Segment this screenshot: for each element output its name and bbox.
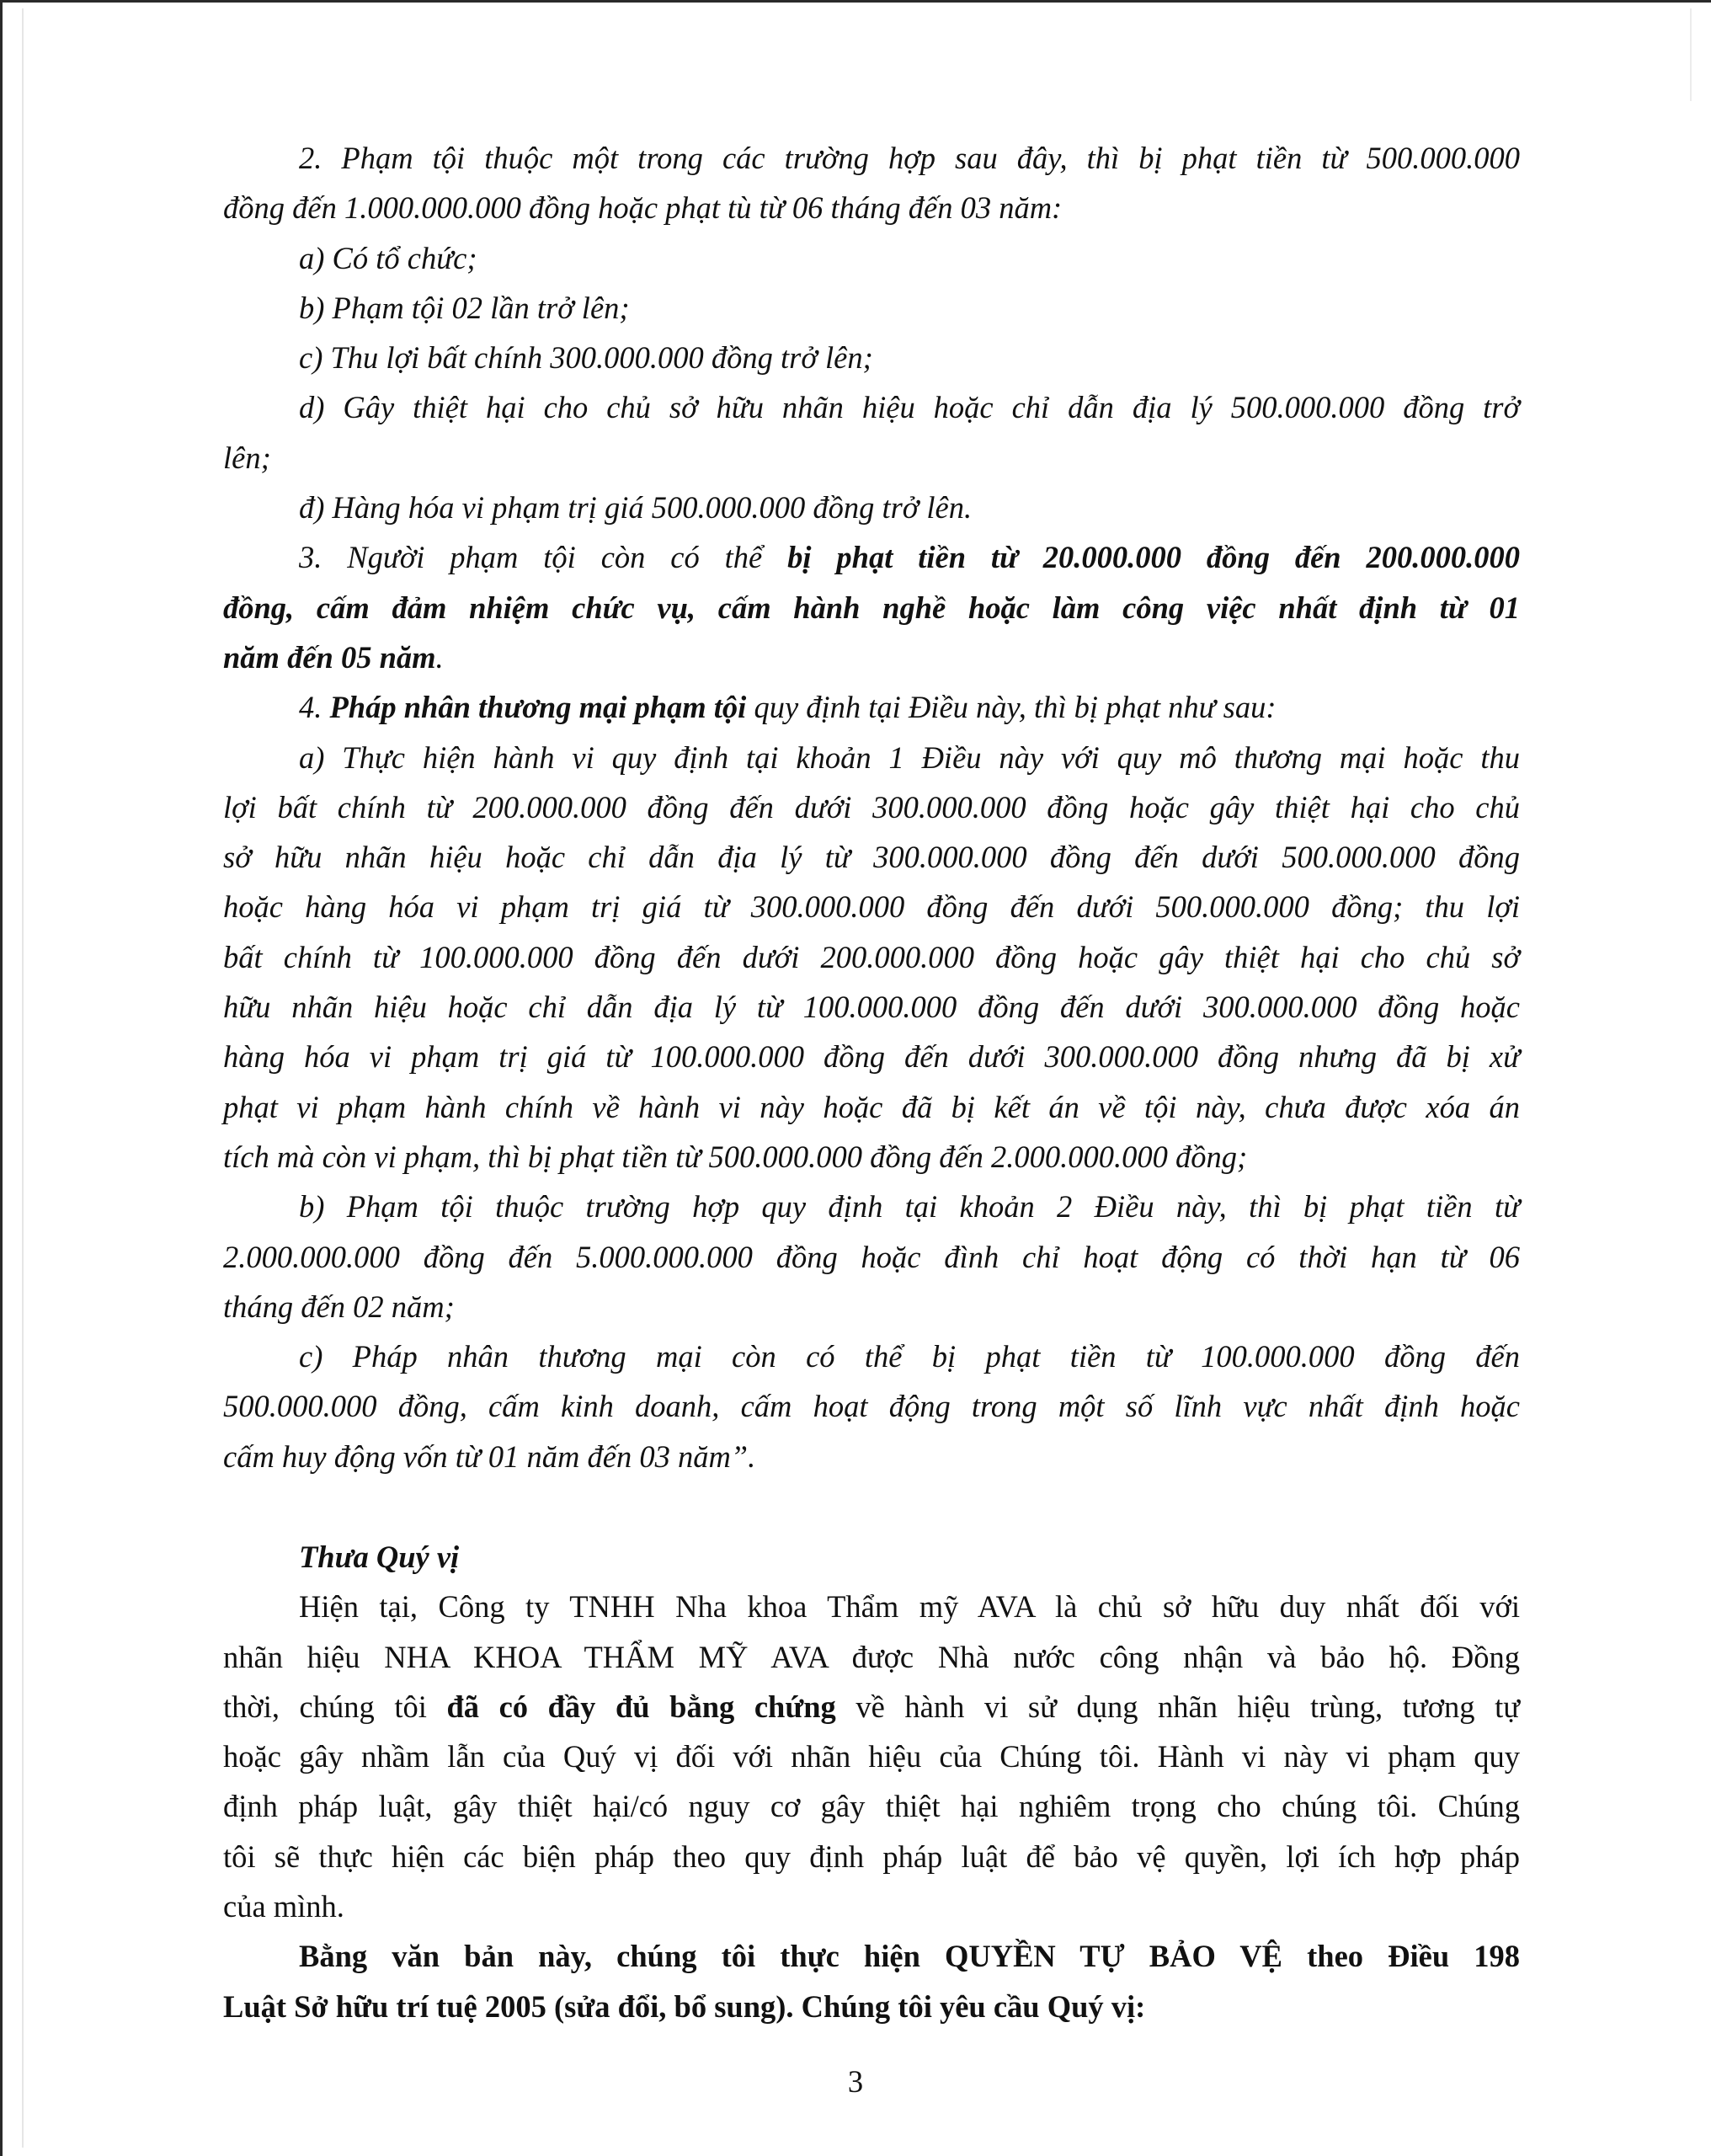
text-line: [223, 1432, 1520, 1481]
text-run: thời, chúng tôi: [223, 1689, 447, 1724]
text-run: hoặc hàng hóa vi phạm trị giá từ 300.000.000 đồng đến dưới 500.000.000 đồng; thu lợi: [223, 889, 1520, 925]
text-line: [223, 1381, 1520, 1431]
text-run: 2. Phạm tội thuộc một trong các trường hợp sau đây, thì bị phạt tiền từ 500.000.000: [299, 141, 1520, 175]
text-line: [223, 1282, 1520, 1331]
text-line: [223, 133, 1520, 183]
text-line: [223, 1832, 1520, 1881]
text-line: [223, 982, 1520, 1032]
text-run: hàng hóa vi phạm trị giá từ 100.000.000 đồng đến dưới 300.000.000 đồng nhưng đã bị xử: [223, 1039, 1520, 1075]
text-run: b) Phạm tội thuộc trường hợp quy định tại khoản 2 Điều này, thì bị phạt tiền từ: [299, 1189, 1520, 1225]
text-line: [223, 1232, 1520, 1282]
text-run: 2.000.000.000 đồng đến 5.000.000.000 đồng hoặc đình chỉ hoạt động có thời hạn từ 06: [223, 1239, 1520, 1274]
text-line: [223, 1781, 1520, 1831]
text-line: [223, 1682, 1520, 1732]
scan-border-left: [0, 0, 3, 2156]
text-line: [223, 1632, 1520, 1682]
text-run: bị phạt tiền từ 20.000.000 đồng đến 200.000.000: [787, 540, 1520, 575]
text-run: đồng đến 1.000.000.000 đồng hoặc phạt tù từ 06 tháng đến 03 năm:: [223, 190, 1063, 226]
scan-margin-line: [22, 8, 24, 2148]
text-run: hoặc gây nhầm lẫn của Quý vị đối với nhãn hiệu của Chúng tôi. Hành vi này vi phạm quy: [223, 1739, 1520, 1774]
text-line: [223, 1881, 1520, 1931]
text-run: bất chính từ 100.000.000 đồng đến dưới 200.000.000 đồng hoặc gây thiệt hại cho chủ sở: [223, 939, 1520, 974]
text-run: a) Có tổ chức;: [299, 240, 477, 275]
text-line: [223, 882, 1520, 931]
text-run: Pháp nhân thương mại phạm tội: [329, 690, 747, 725]
text-line: [223, 1132, 1520, 1182]
letter-body: [223, 1532, 1520, 2031]
text-run: đã có đầy đủ bằng chứng: [446, 1689, 836, 1724]
text-run: 3. Người phạm tội còn có thể: [299, 540, 788, 575]
text-line: [223, 1931, 1520, 1981]
text-run: lên;: [223, 440, 271, 475]
text-line: [223, 333, 1520, 382]
text-run: 500.000.000 đồng, cấm kinh doanh, cấm hoạt động trong một số lĩnh vực nhất định hoặc: [223, 1389, 1520, 1424]
text-run: tích mà còn vi phạm, thì bị phạt tiền từ 500.000.000 đồng đến 2.000.000.000 đồng;: [223, 1139, 1248, 1174]
text-line: [223, 1532, 1520, 1582]
text-line: [223, 583, 1520, 632]
text-run: Bằng văn bản này, chúng tôi thực hiện QUYỀN TỰ BẢO VỆ theo Điều 198: [299, 1939, 1520, 1974]
text-line: [223, 832, 1520, 882]
text-line: [223, 1732, 1520, 1781]
text-line: [223, 1331, 1520, 1381]
text-run: quy định tại Điều này, thì bị phạt như sau:: [746, 690, 1277, 725]
quoted-law-article: [223, 133, 1520, 1481]
text-run: sở hữu nhãn hiệu hoặc chỉ dẫn địa lý từ 300.000.000 đồng đến dưới 500.000.000 đồng: [223, 840, 1520, 875]
text-run: định pháp luật, gây thiệt hại/có nguy cơ gây thiệt hại nghiêm trọng cho chúng tôi. Chúng: [223, 1789, 1520, 1824]
text-run: Luật Sở hữu trí tuệ 2005 (sửa đổi, bổ sung). Chúng tôi yêu cầu Quý vị:: [223, 1988, 1146, 2024]
text-run: b) Phạm tội 02 lần trở lên;: [299, 290, 630, 325]
text-line: [223, 782, 1520, 832]
text-line: [223, 1082, 1520, 1132]
text-line: [223, 1582, 1520, 1631]
text-run: năm đến 05 năm: [223, 639, 436, 675]
text-line: [223, 1982, 1520, 2031]
text-run: cấm huy động vốn từ 01 năm đến 03 năm”.: [223, 1438, 756, 1474]
scan-border-top: [0, 0, 1711, 3]
text-run: 4.: [299, 690, 330, 725]
text-run: d) Gây thiệt hại cho chủ sở hữu nhãn hiệu hoặc chỉ dẫn địa lý 500.000.000 đồng trở: [299, 390, 1520, 425]
text-line: [223, 682, 1520, 732]
text-line: [223, 183, 1520, 232]
text-line: [223, 283, 1520, 333]
text-run: về hành vi sử dụng nhãn hiệu trùng, tương tự: [835, 1689, 1520, 1724]
text-run: tôi sẽ thực hiện các biện pháp theo quy định pháp luật để bảo vệ quyền, lợi ích hợp pháp: [223, 1838, 1520, 1874]
text-run: của mình.: [223, 1889, 344, 1924]
text-line: [223, 733, 1520, 782]
text-line: [223, 1032, 1520, 1081]
text-line: [223, 382, 1520, 432]
text-line: [223, 932, 1520, 982]
text-line: [223, 1182, 1520, 1231]
text-run: lợi bất chính từ 200.000.000 đồng đến dưới 300.000.000 đồng hoặc gây thiệt hại cho chủ: [223, 789, 1520, 825]
page-number: 3: [847, 2064, 864, 2099]
text-line: [223, 233, 1520, 283]
text-run: Hiện tại, Công ty TNHH Nha khoa Thẩm mỹ AVA là chủ sở hữu duy nhất đối với: [299, 1589, 1520, 1625]
text-line: [223, 483, 1520, 532]
text-run: nhãn hiệu NHA KHOA THẨM MỸ AVA được Nhà nước công nhận và bảo hộ. Đồng: [223, 1639, 1520, 1674]
text-run: đồng, cấm đảm nhiệm chức vụ, cấm hành nghề hoặc làm công việc nhất định từ 01: [223, 590, 1520, 625]
text-run: đ) Hàng hóa vi phạm trị giá 500.000.000 đồng trở lên.: [299, 490, 973, 526]
text-run: hữu nhãn hiệu hoặc chỉ dẫn địa lý từ 100.000.000 đồng đến dưới 300.000.000 đồng hoặc: [223, 990, 1520, 1025]
text-run: tháng đến 02 năm;: [223, 1289, 455, 1324]
text-line: [223, 532, 1520, 582]
text-line: [223, 632, 1520, 682]
text-run: Thưa Quý vị: [299, 1540, 460, 1574]
text-line: [223, 433, 1520, 483]
text-run: a) Thực hiện hành vi quy định tại khoản 1 Điều này với quy mô thương mại hoặc thu: [299, 739, 1520, 775]
scan-margin-line-right: [1690, 8, 1692, 101]
text-run: .: [435, 639, 444, 675]
text-run: phạt vi phạm hành chính về hành vi này hoặc đã bị kết án về tội này, chưa được xóa án: [223, 1089, 1520, 1124]
text-run: c) Thu lợi bất chính 300.000.000 đồng trở lên;: [299, 340, 873, 376]
text-run: c) Pháp nhân thương mại còn có thể bị phạt tiền từ 100.000.000 đồng đến: [299, 1339, 1520, 1374]
